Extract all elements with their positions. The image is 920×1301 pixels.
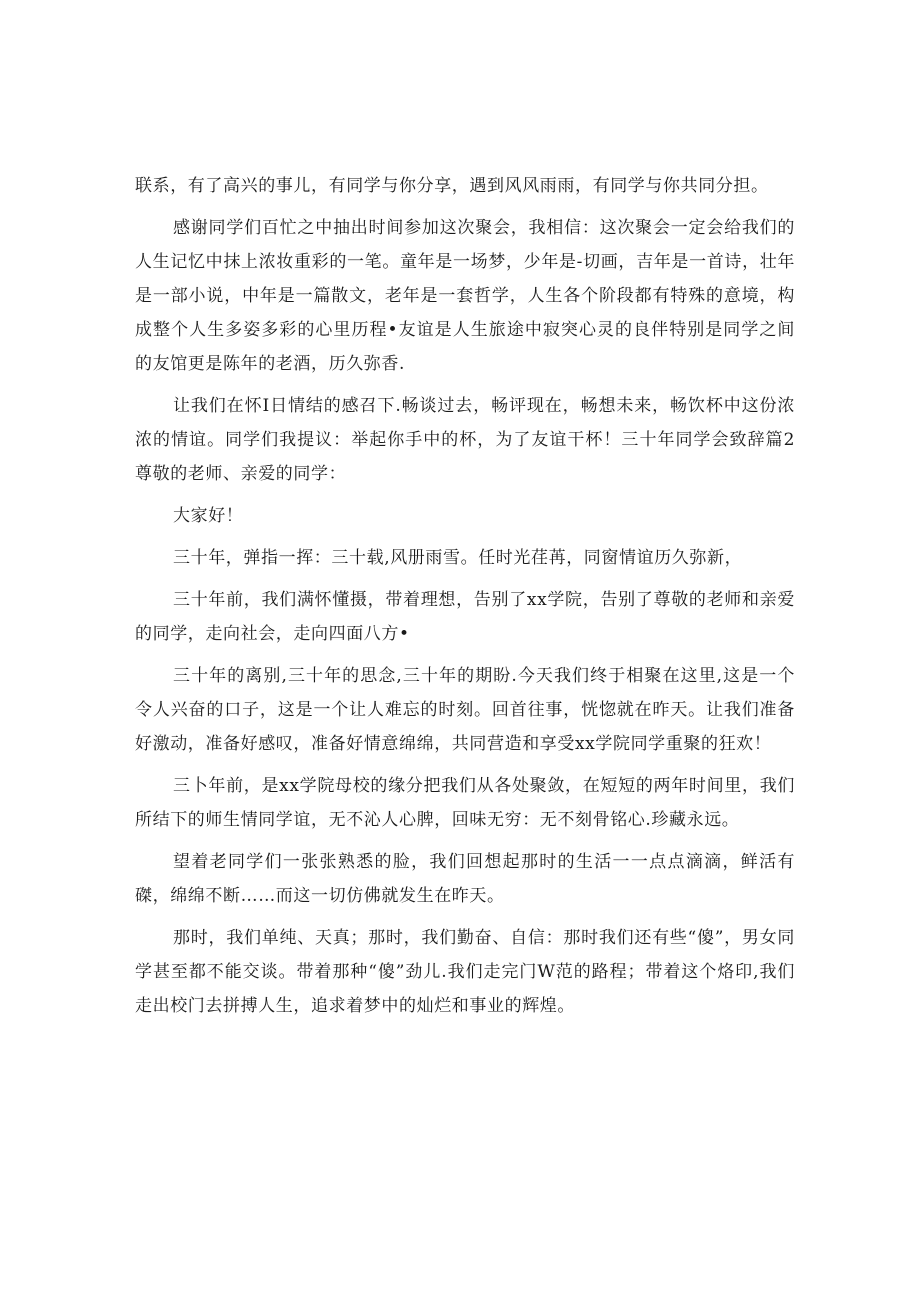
document-body	[135, 169, 813, 1031]
paragraph-10: 那时，我们单纯、天真；那时，我们勤奋、自信：那时我们还有些“傻”，男女同学甚至都不能交谈。带着那种“傻”劲儿.我们走完门W范的路程；带着这个烙印,我们走出校门去拼搏人生，追求着梦中的灿烂和事业的辉煌。	[135, 928, 795, 1016]
paragraph-3: 让我们在怀I日情结的感召下.畅谈过去，畅评现在，畅想未来，畅饮杯中这份浓浓的情谊。同学们我提议：举起你手中的杯，为了友谊干杯！三十年同学会致辞篇2 尊敬的老师、亲爱的同学：	[135, 396, 813, 484]
paragraph-8: 三卜年前，是xx学院母校的缘分把我们从各处聚敛，在短短的两年时间里，我们所结下的师生情同学谊，无不沁人心脾，回味无穷：无不刻骨铭心.珍藏永远。	[135, 776, 795, 830]
paragraph-7: 三十年的离别,三十年的思念,三十年的期盼.今天我们终于相聚在这里,这是一个令人兴奋的口子，这是一个让人难忘的时刻。回首往事，恍惚就在昨天。让我们准备好激动，准备好感叹，准备好情意绵绵，共同营造和享受xx学院同学重聚的狂欢！	[135, 666, 795, 754]
paragraph-5: 三十年，弹指一挥：三十载,风册雨雪。任时光荏苒，同窗情谊历久弥新，	[173, 548, 743, 568]
paragraph-9: 望着老同学们一张张熟悉的脸，我们回想起那时的生活一一点点滴滴，鲜活有磔，绵绵不断……而这一切仿佛就发生在昨天。	[135, 852, 795, 906]
paragraph-6: 三十年前，我们满怀懂摄，带着理想，告别了xx学院，告别了尊敬的老师和亲爱的同学，走向社会，走向四面八方•	[135, 590, 795, 644]
paragraph-greeting: 大家好！	[173, 506, 244, 526]
paragraph-1: 联系，有了高兴的事儿，有同学与你分享，遇到风风雨雨，有同学与你共同分担。	[135, 176, 769, 196]
paragraph-2: 感谢同学们百忙之中抽出时间参加这次聚会，我相信：这次聚会一定会给我们的人生记忆中抹上浓妆重彩的一笔。童年是一场梦，少年是-切画，吉年是一首诗，壮年是一部小说，中年是一篇散文，老年是一套哲学，人生各个阶段都有特殊的意境，构成整个人生多姿多彩的心里历程•友谊是人生旅途中寂突心灵的良伴特别是同学之间的友馆更是陈年的老酒，历久弥香.	[135, 218, 795, 374]
